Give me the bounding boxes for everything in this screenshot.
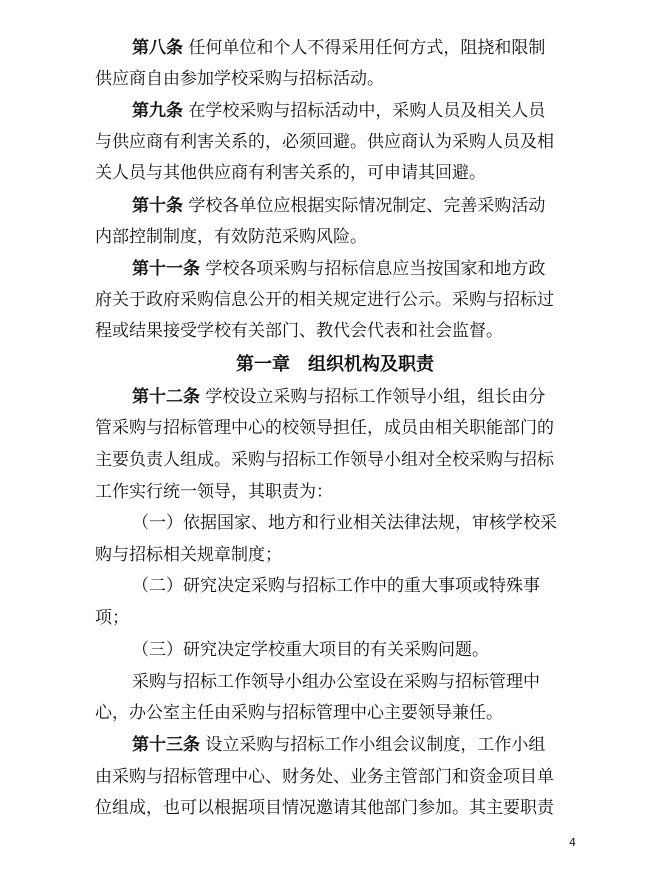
- article-12-line-3: [0, 445, 670, 475]
- article-10-text-1: 学校各单位应根据实际情况制定、完善采购活动: [188, 196, 546, 216]
- duty-2-line-1: [0, 571, 670, 601]
- article-13-text-3: 位组成，也可以根据项目情况邀请其他部门参加。其主要职责: [95, 798, 554, 818]
- duty-1-text-1: （一）依据国家、地方和行业相关法律法规，审核学校采: [132, 513, 557, 533]
- article-13-line-2: [0, 762, 670, 792]
- article-10-text-2: 内部控制制度，有效防范采购风险。: [95, 227, 367, 247]
- article-12-text-3: 主要负责人组成。采购与招标工作领导小组对全校采购与招标: [95, 450, 554, 470]
- article-9-line-1: [0, 96, 670, 126]
- article-12-line-2: [0, 413, 670, 443]
- article-12-line-4: [0, 477, 670, 507]
- article-12-text-1: 学校设立采购与招标工作领导小组，组长由分: [205, 387, 546, 407]
- article-13-text-1: 设立采购与招标工作小组会议制度，工作小组: [205, 735, 546, 755]
- article-9-text-2: 与供应商有利害关系的，必须回避。供应商认为采购人员及相: [95, 132, 554, 152]
- article-11-line-1: [0, 254, 670, 284]
- duty-1-text-2: 购与招标相关规章制度；: [95, 545, 282, 565]
- page-number: 4: [569, 836, 576, 849]
- article-12-label: 第十二条: [132, 387, 200, 407]
- article-9-line-2: [0, 127, 670, 157]
- article-13-label: 第十三条: [132, 735, 200, 755]
- article-10-label: 第十条: [132, 196, 183, 216]
- duty-2-text-2: 项；: [95, 608, 129, 628]
- office-line-2: [0, 698, 670, 728]
- article-12-text-4: 工作实行统一领导，其职责为：: [95, 482, 333, 502]
- article-8-line-1: [0, 33, 670, 63]
- article-11-text-3: 程或结果接受学校有关部门、教代会代表和社会监督。: [95, 321, 503, 341]
- article-12-text-2: 管采购与招标管理中心的校领导担任，成员由相关职能部门的: [95, 418, 554, 438]
- article-11-label: 第十一条: [132, 259, 200, 279]
- duty-3-text-1: （三）研究决定学校重大项目的有关采购问题。: [132, 640, 489, 660]
- article-11-text-2: 府关于政府采购信息公开的相关规定进行公示。采购与招标过: [95, 290, 554, 310]
- duty-2-line-2: [0, 603, 670, 633]
- article-9-text-1: 在学校采购与招标活动中，采购人员及相关人员: [188, 101, 546, 121]
- article-8-line-2: [0, 64, 670, 94]
- article-11-line-3: [0, 316, 670, 346]
- office-line-1: [0, 667, 670, 697]
- article-8-text-2: 供应商自由参加学校采购与招标活动。: [95, 69, 384, 89]
- article-13-line-1: [0, 730, 670, 760]
- article-13-text-2: 由采购与招标管理中心、财务处、业务主管部门和资金项目单: [95, 767, 554, 787]
- article-12-line-1: [0, 382, 670, 412]
- article-8-label: 第八条: [132, 38, 183, 58]
- article-11-line-2: [0, 285, 670, 315]
- office-text-2: 心，办公室主任由采购与招标管理中心主要领导兼任。: [95, 703, 503, 723]
- article-9-line-3: [0, 158, 670, 188]
- chapter-heading: 第一章 组织机构及职责: [236, 354, 434, 375]
- article-9-text-3: 关人员与其他供应商有利害关系的，可申请其回避。: [95, 163, 486, 183]
- duty-3-line-1: [0, 635, 670, 665]
- article-11-text-1: 学校各项采购与招标信息应当按国家和地方政: [205, 259, 546, 279]
- article-10-line-1: [0, 191, 670, 221]
- article-9-label: 第九条: [132, 101, 183, 121]
- duty-2-text-1: （二）研究决定采购与招标工作中的重大事项或特殊事: [132, 576, 540, 596]
- article-10-line-2: [0, 222, 670, 252]
- article-8-text-1: 任何单位和个人不得采用任何方式，阻挠和限制: [188, 38, 546, 58]
- duty-1-line-1: [0, 508, 670, 538]
- article-13-line-3: [0, 793, 670, 823]
- duty-1-line-2: [0, 540, 670, 570]
- office-text-1: 采购与招标工作领导小组办公室设在采购与招标管理中: [132, 672, 540, 692]
